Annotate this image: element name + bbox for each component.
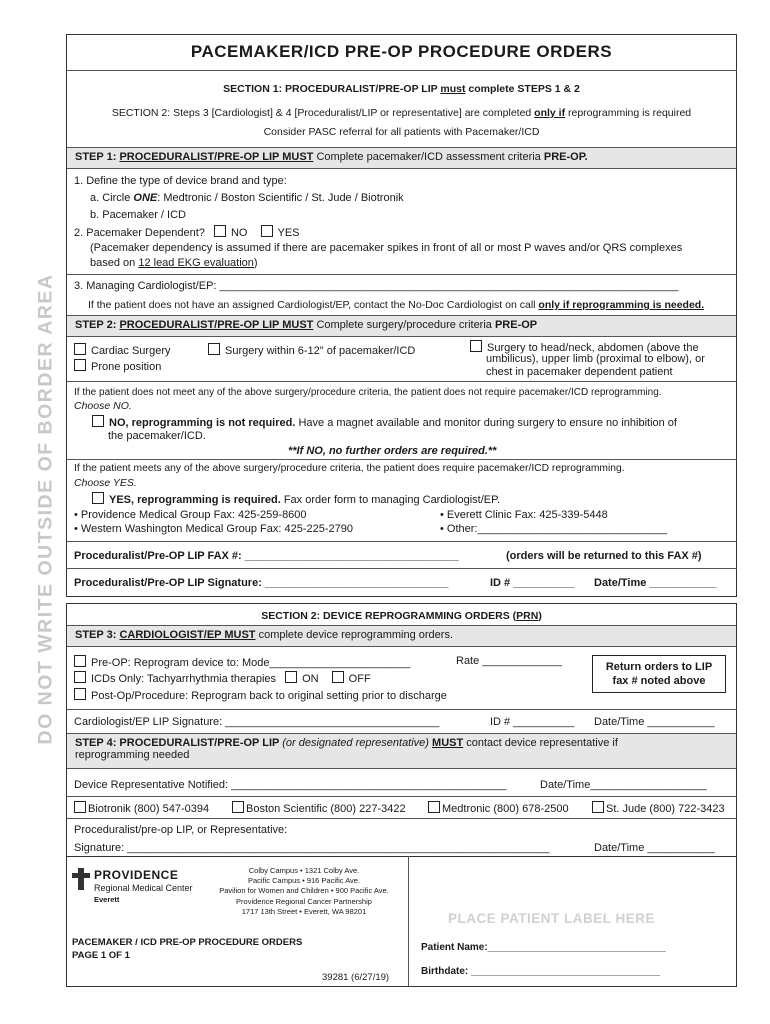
dependent-no-checkbox[interactable] bbox=[214, 225, 226, 237]
dependent-yes-checkbox[interactable] bbox=[261, 225, 273, 237]
cross-icon bbox=[72, 868, 90, 890]
opt-preop-reprogram[interactable]: Pre-OP: Reprogram device to: Mode_______________________ bbox=[74, 655, 410, 669]
no-further-orders: **If NO, no further orders are required.** bbox=[288, 445, 497, 457]
step2-header: STEP 2: PROCEDURALIST/PRE-OP LIP MUST Complete surgery/procedure criteria PRE-OP bbox=[67, 315, 736, 337]
opt-icd-therapies[interactable]: ICDs Only: Tachyarrhythmia therapies ON OFF bbox=[74, 671, 371, 685]
no-doc-note: If the patient does not have an assigned Cardiologist/EP, contact the No-Doc Cardiologist on call only if reprogramming is needed. bbox=[88, 299, 705, 311]
brand-location: Everett bbox=[94, 895, 120, 904]
brand-name: PROVIDENCE bbox=[94, 868, 179, 882]
representative-label: Proceduralist/pre-op LIP, or Representative: bbox=[74, 824, 288, 836]
choose-no: Choose NO. bbox=[74, 400, 132, 412]
choose-yes: Choose YES. bbox=[74, 477, 137, 489]
opt-surgery-within[interactable]: Surgery within 6-12" of pacemaker/ICD bbox=[208, 343, 415, 357]
fax-providence: • Providence Medical Group Fax: 425-259-8600 bbox=[74, 509, 307, 521]
brand-subtitle: Regional Medical Center bbox=[94, 883, 193, 893]
pasc-note: Consider PASC referral for all patients with Pacemaker/ICD bbox=[263, 126, 540, 138]
opt-head-neck-2: umbilicus), upper limb (proximal to elbow), or bbox=[486, 353, 705, 365]
form-number: 39281 (6/27/19) bbox=[322, 972, 390, 983]
fax-other[interactable]: • Other:_______________________________ bbox=[440, 523, 668, 535]
rep-biotronik[interactable]: Biotronik (800) 547-0394 bbox=[74, 801, 209, 815]
return-orders-box: Return orders to LIP fax # noted above bbox=[592, 655, 726, 693]
campus-addresses: Colby Campus • 1321 Colby Ave. Pacific Campus • 916 Pacific Ave. Pavilion for Women and Children • 900 Pacific Ave. Providence Regional Cancer Partnership 1717 13th Street • Everett, WA 98201 bbox=[219, 866, 389, 916]
yes-reprogramming-option[interactable]: YES, reprogramming is required. Fax order form to managing Cardiologist/EP. bbox=[92, 492, 500, 506]
yes-criteria-text: If the patient meets any of the above surgery/procedure criteria, the patient does require pacemaker/ICD reprogramming. bbox=[74, 463, 625, 474]
step4-header: STEP 4: PROCEDURALIST/PRE-OP LIP (or designated representative) MUST contact device representative if reprogramming needed bbox=[67, 733, 736, 769]
dependency-note-2: based on 12 lead EKG evaluation) bbox=[90, 257, 258, 269]
no-criteria-text: If the patient does not meet any of the above surgery/procedure criteria, the patient does not require pacemaker/ICD reprogramming. bbox=[74, 387, 662, 398]
opt-head-neck-3: chest in pacemaker dependent patient bbox=[486, 366, 673, 378]
page-number: PAGE 1 OF 1 bbox=[72, 950, 130, 961]
representative-signature-field[interactable]: Signature: _____________________________________________________________________ bbox=[74, 842, 550, 854]
lip-fax-field[interactable]: Proceduralist/Pre-OP LIP FAX #: ___________________________________ bbox=[74, 550, 459, 562]
rep-st-jude[interactable]: St. Jude (800) 722-3423 bbox=[592, 801, 725, 815]
border-warning: DO NOT WRITE OUTSIDE OF BORDER AREA bbox=[34, 273, 57, 745]
cardiologist-id-field[interactable]: ID # __________ bbox=[490, 716, 575, 728]
patient-label-placeholder: PLACE PATIENT LABEL HERE bbox=[448, 911, 656, 926]
rate-field[interactable]: Rate _____________ bbox=[456, 655, 562, 667]
lip-id-field[interactable]: ID # __________ bbox=[490, 577, 575, 589]
fax-western: • Western Washington Medical Group Fax: 425-225-2790 bbox=[74, 523, 353, 535]
rep-notified-field[interactable]: Device Representative Notified: _____________________________________________ bbox=[74, 779, 507, 791]
step1-item1a: a. Circle ONE: Medtronic / Boston Scientific / St. Jude / Biotronik bbox=[90, 192, 404, 204]
step1-item1: 1. Define the type of device brand and type: bbox=[74, 175, 287, 187]
opt-cardiac-surgery[interactable]: Cardiac Surgery bbox=[74, 343, 170, 357]
cardiologist-signature-field[interactable]: Cardiologist/EP LIP Signature: ___________________________________ bbox=[74, 716, 440, 728]
rep-notified-datetime[interactable]: Date/Time___________________ bbox=[540, 779, 707, 791]
patient-name-field[interactable]: Patient Name:________________________________ bbox=[421, 942, 666, 953]
rep-medtronic[interactable]: Medtronic (800) 678-2500 bbox=[428, 801, 569, 815]
therapies-off-checkbox[interactable] bbox=[332, 671, 344, 683]
lip-fax-note: (orders will be returned to this FAX #) bbox=[506, 550, 702, 562]
page-title: PACEMAKER/ICD PRE-OP PROCEDURE ORDERS bbox=[190, 42, 613, 61]
rep-boston-scientific[interactable]: Boston Scientific (800) 227-3422 bbox=[232, 801, 406, 815]
lip-signature-field[interactable]: Proceduralist/Pre-OP LIP Signature: ______________________________ bbox=[74, 577, 449, 589]
step1-item1b: b. Pacemaker / ICD bbox=[90, 209, 186, 221]
section2-intro: SECTION 2: Steps 3 [Cardiologist] & 4 [Proceduralist/LIP or representative] are completed only if reprogramming is required bbox=[111, 107, 692, 119]
no-reprogramming-option-2: the pacemaker/ICD. bbox=[108, 430, 206, 442]
opt-prone[interactable]: Prone position bbox=[74, 359, 161, 373]
section1-intro: SECTION 1: PROCEDURALIST/PRE-OP LIP must complete STEPS 1 & 2 bbox=[223, 83, 580, 95]
section2-title: SECTION 2: DEVICE REPROGRAMMING ORDERS (PRN) bbox=[261, 610, 542, 622]
form-name: PACEMAKER / ICD PRE-OP PROCEDURE ORDERS bbox=[72, 937, 303, 948]
no-reprogramming-option[interactable]: NO, reprogramming is not required. Have a magnet available and monitor during surgery to ensure no inhibition of bbox=[92, 415, 677, 429]
dependency-note: (Pacemaker dependency is assumed if there are pacemaker spikes in front of all or most P waves and/or QRS complexes bbox=[90, 242, 683, 254]
therapies-on-checkbox[interactable] bbox=[285, 671, 297, 683]
step1-item2: 2. Pacemaker Dependent? NO YES bbox=[74, 227, 300, 239]
birthdate-field[interactable]: Birthdate: __________________________________ bbox=[421, 966, 661, 977]
managing-cardiologist-field[interactable]: 3. Managing Cardiologist/EP: ___________________________________________________________________________ bbox=[74, 280, 679, 292]
opt-postop-reprogram[interactable]: Post-Op/Procedure: Reprogram back to original setting prior to discharge bbox=[74, 688, 447, 702]
step3-header: STEP 3: CARDIOLOGIST/EP MUST complete device reprogramming orders. bbox=[67, 625, 736, 647]
fax-everett: • Everett Clinic Fax: 425-339-5448 bbox=[440, 509, 608, 521]
lip-datetime-field[interactable]: Date/Time ___________ bbox=[594, 577, 717, 589]
opt-head-neck[interactable]: Surgery to head/neck, abdomen (above the bbox=[470, 340, 699, 354]
cardiologist-datetime-field[interactable]: Date/Time ___________ bbox=[594, 716, 715, 728]
representative-datetime-field[interactable]: Date/Time ___________ bbox=[594, 842, 715, 854]
step1-header: STEP 1: PROCEDURALIST/PRE-OP LIP MUST Complete pacemaker/ICD assessment criteria PRE-OP. bbox=[67, 147, 736, 169]
